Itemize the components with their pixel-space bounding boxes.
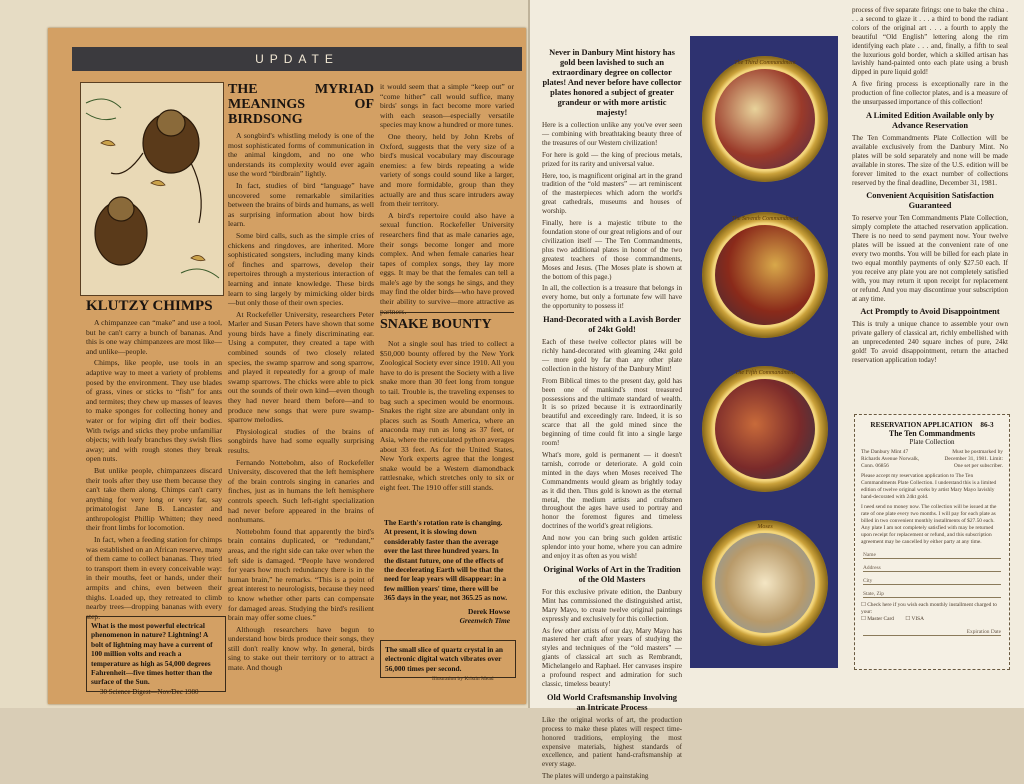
birdsong-para-4: At Rockefeller University, researchers Peter Marler and Susan Peters have shown that some young birds have a finely discriminating ear. Using a computer, they created a tape with combined sounds of two closely related species, the swamp sparrow and song sparrow, and played it repeatedly for a group of male swamp sparrows. The chicks were able to pick out the sounds of their own kind—even though they had never heard them before—and to produce new songs that were pure swamp-sparrow melodies.	[228, 309, 374, 425]
ad-craft-1: Like the original works of art, the production process to make these plates will respect time-honored traditions, employing the most expensive materials, highest standards of excellence, and patient hand-craftsmanship at every stage.	[542, 715, 682, 769]
state-zip-field[interactable]: State, Zip	[863, 591, 1001, 598]
charge-label: Check here if you wish each monthly installment charged to your:	[861, 602, 997, 615]
birdsong-para-8: Although researchers have begun to understand how birds produce their songs, they still don't really know why. In general, birds sing to stake out their territory or to attract a mate. And though	[228, 624, 374, 673]
ad-intro-headline: Never in Danbury Mint history has gold been lavished to such an extraordinary degree on collector plates! And never before have collector plates honored a subject of greater grandeur or with more artistic majesty!	[542, 48, 682, 117]
reservation-deadline: Must be postmarked by December 31, 1981. Limit: One set per subscriber.	[944, 449, 1003, 469]
charge-option[interactable]	[855, 602, 1009, 616]
plate-2-caption: The Seventh Commandment	[731, 216, 799, 222]
visa-checkbox-icon[interactable]: ☐	[905, 616, 911, 622]
reservation-title	[855, 421, 1009, 429]
mastercard-label: Master Card	[867, 616, 894, 622]
plates-panel	[690, 36, 838, 668]
address-field[interactable]: Address	[863, 565, 1001, 572]
ad-original-2: As few other artists of our day, Mary Mayo has mastered her craft after years of studying the styles and techniques of the “old masters” — giants of classical art such as Rembrandt, Michelangelo and Raphael. Her canvases inspire a profound respect and admiration for such classic, timeless beauty!	[542, 626, 682, 688]
reservation-address: The Danbury Mint 47 Richards Avenue Norwalk, Conn. 06856	[861, 449, 920, 469]
ad-gold-2: From Biblical times to the present day, gold has been one of mankind's most treasured possessions and the ultimate standard of wealth. It is so prized because it is extraordinarily beautiful and exceedingly rare. Indeed, it is so scarce that all the gold mined since the beginning of time could fit into a single large room!	[542, 376, 682, 448]
page-footer: 30 Science Digest—Nov/Dec 1980	[100, 688, 199, 696]
ad-convenient-body: To reserve your Ten Commandments Plate Collection, simply complete the attached reservation application. There is no need to send payment now. Your twelve plates will be issued at the convenient rate of one every two months. You will be billed for each plate in two equal monthly payments of only $27.50 each. If you receive any plate you are not completely satisfied with, you may return it upon receipt for replacement or refund. And you may discontinue your subscription at any time.	[852, 214, 1008, 303]
birdsong-para-7: Nottebohm found that apparently the bird's brain contains duplicated, or “redundant,” areas, and the right side can take over when the left side is damaged. “People have wondered for years how much redundancy there is in the human brain,” he remarks. “This is a point of great interest to neurologists, because they need to know whether other parts can compensate for damaged areas. Studying the bird's resilient brain may offer some clues.”	[228, 526, 374, 623]
birdsong-para-5: Physiological studies of the brains of songbirds have had some equally surprising results.	[228, 426, 374, 455]
card-options	[855, 616, 1009, 623]
ad-process-1: process of five separate firings: one to bake the china . . . a second to glaze it . . . a third to bond the radiant colors of the original art . . . a fourth to apply the beautiful “Old English” lettering along the rim identifying each plate . . . and, finally, a fifth to seal the luxurious gold border, which a skilled artisan has lavishly hand-painted onto each plate using a brush dipped in pure liquid gold!	[852, 6, 1008, 77]
chimps-article	[86, 298, 222, 623]
birdsong-para-2: In fact, studies of bird “language” have uncovered some remarkable similarities between the brains of birds and humans, as well as surprising information about how birds learn.	[228, 180, 374, 229]
reservation-code: 86-3	[980, 421, 994, 429]
ad-column-right	[852, 6, 1008, 368]
visa-label: VISA	[911, 616, 925, 622]
chimps-para-3: But unlike people, chimpanzees discard their tools after they use them because they can't take them along. Chimps can't carry anything for very long or very far, say primatologist Jane B. Lancaster and anthropologist Phillip Whitten; they need their front limbs for locomotion.	[86, 465, 222, 533]
ad-original-headline: Original Works of Art in the Tradition of the Old Masters	[543, 564, 681, 584]
snake-headline: SNAKE BOUNTY	[380, 312, 514, 333]
quartz-note: The small slice of quartz crystal in an electronic digital watch vibrates over 56,000 times per second.	[380, 640, 516, 678]
ad-limited-headline: A Limited Edition Available only by Advance Reservation	[865, 110, 995, 130]
ad-craft-2: The plates will undergo a painstaking	[542, 772, 649, 781]
birdsong-article	[228, 82, 374, 675]
plate-1-caption: The Third Commandment	[734, 60, 796, 66]
ad-column-left	[542, 44, 682, 784]
reservation-text-2: I need send no money now. The collection will be issued at the rate of one plate every two months. I will pay for each plate as billed in two convenient monthly installments of $27.50 each. Any plate I am not completely satisfied with may be returned upon receipt for replacement or refund, and this subscription agreement may be cancelled by either party at any time.	[861, 504, 997, 545]
chimps-para-2: Chimps, like people, use tools in an adaptive way to meet a variety of problems posed by the environment. They use blades of grass, vines or sticks to “fish” for ants and termites; they chew up masses of leaves to make sponges for collecting honey and water or for wiping dirt off their bodies. With twigs and sticks they probe unfamiliar objects; with leafy branches they swish flies away; and with rough stones they break open nuts.	[86, 358, 222, 464]
ad-intro-2: For here is gold — the king of precious metals, prized for its rarity and universal value.	[542, 150, 682, 168]
plate-3	[702, 366, 828, 492]
chimp-drawing	[81, 83, 223, 295]
reservation-form	[854, 414, 1010, 670]
reservation-name: The Ten Commandments	[888, 429, 976, 438]
ad-intro-4: Finally, here is a majestic tribute to the foundation stone of our great religions and of our civilization itself — The Ten Commandments, plus two additional plates in honor of the two greatest teachers of those commandments, Moses and Jesus. (The Moses plate is shown at the bottom of this page.)	[542, 219, 682, 281]
city-field[interactable]: City	[863, 578, 1001, 585]
plate-1-art	[715, 69, 815, 169]
ad-act-headline: Act Promptly to Avoid Disappointment	[860, 307, 1000, 317]
birdsong-cont-3: A bird's repertoire could also have a sexual function. Rockefeller University researchers find that as male canaries age, their songs become longer and more complex. And when female canaries hear tapes of complex songs, they lay more eggs. It may be that the females can tell a male's age by the songs he sings, and they may find the older birds—who have proved their ability to survive—more attractive as partners.	[380, 210, 514, 316]
ad-limited-body: The Ten Commandments Plate Collection will be available exclusively from the Danbury Mint. No plates will be sold separately and none will be made available in stores. The size of the U.S. edition will be forever limited to the exact number of collections reserved by the final deadline, December 31, 1981.	[852, 133, 1008, 187]
plate-1	[702, 56, 828, 182]
chimps-para-4: In fact, when a feeding station for chimps was established on an African reserve, many of them came to collect bananas. They tried to transport them in every conceivable way: in their mouths, feet or hands, under their armpits and chins, even between their thighs. Loaded up, they retreated to climb nearby trees—dropping bananas with every step.	[86, 535, 222, 621]
plate-2-art	[715, 225, 815, 325]
ad-intro-1: Here is a collection unlike any you've ever seen — combining with breathtaking beauty three of the treasures of our Western civilization!	[542, 121, 682, 147]
earth-note-text: The Earth's rotation rate is changing. At present, it is slowing down considerably faster than the average over the last three hundred years. In the distant future, one of the effects of the decelerating Earth will be that the need for leap years will disappear: in a few million years' time, there will be 365 days in the year, not 365.25 as now.	[384, 518, 508, 603]
credit-org: Greenwich Time	[459, 616, 510, 626]
expiration-field[interactable]: Expiration Date	[863, 629, 1001, 636]
ad-process-2: A five firing process is exceptionally rare in the production of fine collector plates, and is a measure of the unsurpassed importance of this collection!	[852, 80, 1008, 107]
plate-2	[702, 212, 828, 338]
chimps-para-1: A chimpanzee can “make” and use a tool, but he can't carry a bunch of bananas. And this is one way chimpanzees are most like—and unlike—people.	[86, 318, 222, 356]
checkbox-icon[interactable]: ☐	[861, 602, 866, 608]
ad-craft-headline: Old World Craftsmanship Involving an Intricate Process	[547, 692, 677, 712]
plate-4-caption: Moses	[757, 524, 773, 530]
plate-4	[702, 520, 828, 646]
reservation-sub: Plate Collection	[909, 438, 955, 446]
illustration-credit: Illustration by Kristin Mead	[432, 676, 494, 682]
ad-gold-3: What's more, gold is permanent — it doesn't tarnish, corrode or deteriorate. A gold coin minted in the days when Moses received The Commandments would gleam as brightly today as it did then. Thus gold is known as the eternal metal, the medium artists and craftsmen throughout the ages have used to portray and honor the foremost figures and timeless doctrines of the world's great religions.	[542, 451, 682, 531]
ad-gold-4: And now you can bring such golden artistic splendor into your home, where you can admire and enjoy it as often as you wish!	[542, 534, 682, 560]
chimp-illustration	[80, 82, 224, 296]
section-label: UPDATE	[72, 47, 522, 71]
ad-intro-5: In all, the collection is a treasure that belongs in every home, but only a fortunate few will have the opportunity to possess it!	[542, 284, 682, 311]
birdsong-headline: THE MYRIAD MEANINGS OF BIRDSONG	[228, 82, 374, 127]
birdsong-para-3: Some bird calls, such as the simple cries of chickens and ringdoves, are inherited. More sophisticated songsters, including many kinds of finches and sparrows, develop their repertoires through a mysterious interaction of learning and innate knowledge. These birds learn to sing largely by mimicking older birds—but only those of their own species.	[228, 230, 374, 308]
mastercard-checkbox-icon[interactable]: ☐	[861, 616, 866, 622]
reservation-text-1: Please accept my reservation application to The Ten Commandments Plate Collection. I understand this is a limited edition of twelve original works by artist Mary Mayo lavishly hand-decorated with 24kt gold.	[861, 473, 997, 500]
ad-convenient-headline: Convenient Acquisition Satisfaction Guaranteed	[866, 191, 994, 211]
birdsong-cont-1: it would seem that a simple “keep out” or “come hither” call would suffice, many birds' songs in fact become more varied with each season—especially versatile species may know a hundred or more tunes.	[380, 82, 514, 130]
chimps-headline: KLUTZY CHIMPS	[86, 298, 213, 314]
plate-3-caption: The Fifth Commandment	[735, 370, 795, 376]
birdsong-cont-2: One theory, held by John Krebs of Oxford, suggests that the very size of a bird's musical vocabulary may discourage enemies: a few birds repeating a wide variety of songs could sound like a larger, and more formidable, group than they actually are and thus scare intruders away from their territory.	[380, 131, 514, 209]
reservation-title-text: RESERVATION APPLICATION	[870, 421, 973, 429]
earth-rotation-note	[380, 514, 514, 629]
plate-4-art	[715, 533, 815, 633]
ad-original-1: For this exclusive private edition, the Danbury Mint has commissioned the distinguished artist, Mary Mayo, to create twelve original paintings expressly and exclusively for this collection.	[542, 587, 682, 623]
lightning-note: What is the most powerful electrical phenomenon in nature? Lightning! A bolt of lightning may have a current of 100 million volts and reach a temperature as high as 54,000 degrees Fahrenheit—five times hotter than the surface of the Sun.	[86, 616, 226, 692]
birdsong-para-6: Fernando Nottebohm, also of Rockefeller University, discovered that the left hemisphere of the brain controls singing in canaries and finches, just as in humans the left hemisphere controls speech. Such left-right specialization had never before appeared in the brains of nonhumans.	[228, 457, 374, 525]
ad-act-body: This is truly a unique chance to assemble your own private gallery of classical art, richly embellished with an unprecedented 240 square inches of pure, 24kt gold! To avoid disappointment, return the attached reservation application today!	[852, 320, 1008, 365]
snake-article	[380, 312, 514, 495]
birdsong-continued	[380, 82, 514, 318]
birdsong-para-1: A songbird's whistling melody is one of the most sophisticated forms of communication in the animal kingdom, and no one who understands its complexity would ever again use the word “birdbrain” lightly.	[228, 131, 374, 179]
ad-gold-headline: Hand-Decorated with a Lavish Border of 24kt Gold!	[543, 315, 681, 335]
ad-intro-3: Here, too, is magnificent original art in the grand tradition of the “old masters” — art reminiscent of the masterpieces which adorn the world's great cathedrals, museums and houses of worship.	[542, 171, 682, 216]
plate-3-art	[715, 379, 815, 479]
ad-gold-1: Each of these twelve collector plates will be richly hand-decorated with gleaming 24kt gold — more gold by far than any other plate collection in the history of the Danbury Mint!	[542, 338, 682, 373]
snake-para-1: Not a single soul has tried to collect a $50,000 bounty offered by the New York Zoological Society ever since 1910. All you have to do is present the Society with a live snake more than 30 feet long from tongue to tail. Trouble is, the traveling expenses to bag such a specimen would be enormous. Snakes the right size are abundant only in places such as South America, where an anaconda may run as long as 37 feet, or Asia, where the reticulated python averages about 33 feet. As for the United States, New York experts agree that the longest snake would be a Western diamondback rattlesnake, which stretches only to six or eight feet. The 1910 offer still stands.	[380, 339, 514, 492]
name-field[interactable]: Name	[863, 552, 1001, 559]
credit-name: Derek Howse	[468, 606, 510, 616]
